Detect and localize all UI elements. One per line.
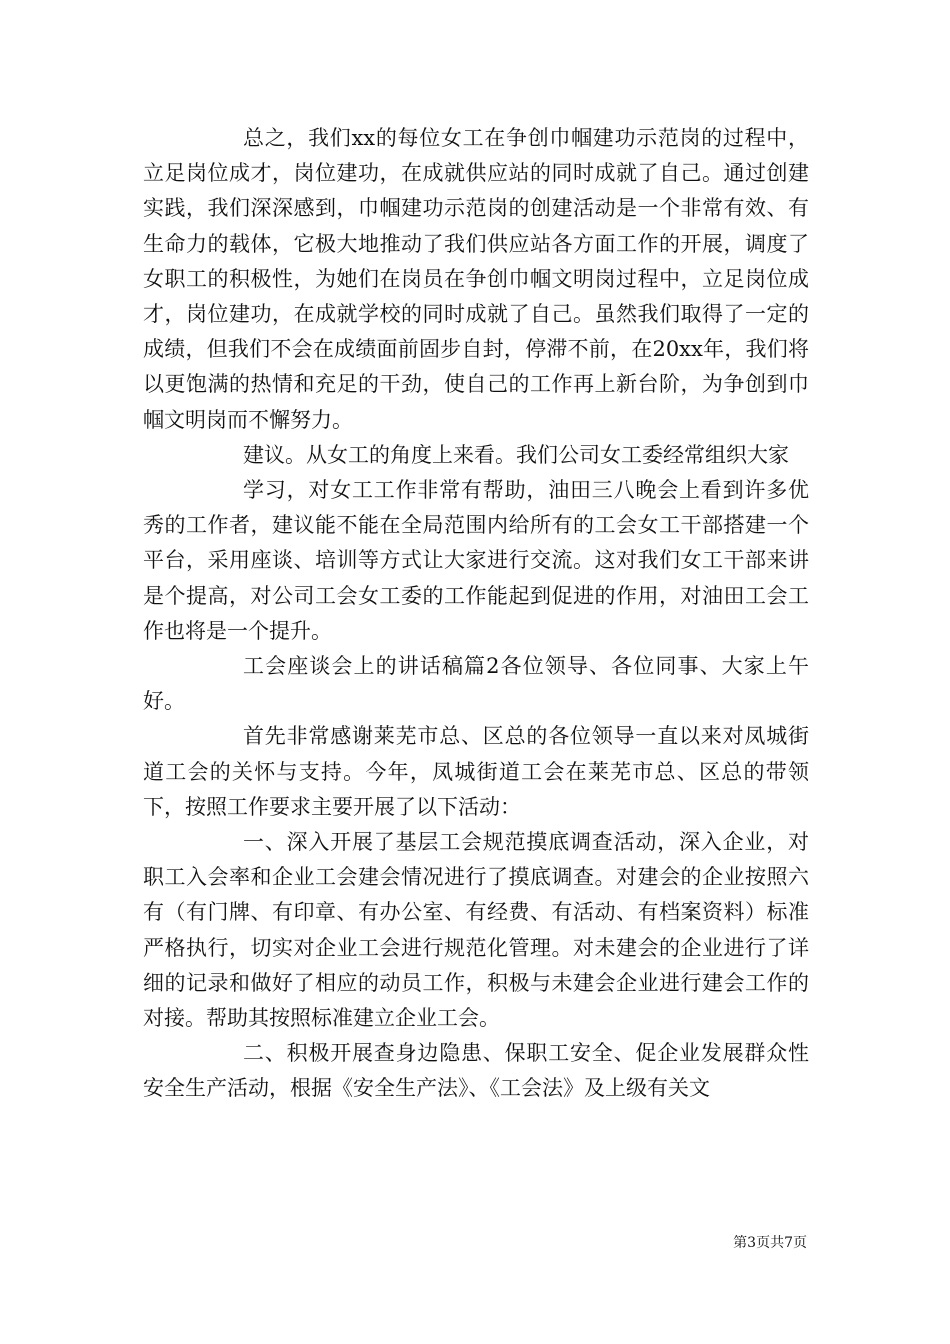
paragraph-item-one: 一、深入开展了基层工会规范摸底调查活动，深入企业，对职工入会率和企业工会建会情况进行了摸底调查。对建会的企业按照六有（有门牌、有印章、有办公室、有经费、有活动、有档案资料）标准严格执行，切实对企业工会进行规范化管理。对未建会的企业进行了详细的记录和做好了相应的动员工作，积极与未建会企业进行建会工作的对接。帮助其按照标准建立企业工会。 <box>143 830 809 1031</box>
paragraph-suggestion: 建议。从女工的角度上来看。我们公司女工委经常组织大家 <box>243 442 789 467</box>
paragraph-thanks: 首先非常感谢莱芜市总、区总的各位领导一直以来对凤城街道工会的关怀与支持。今年，凤城街道工会在莱芜市总、区总的带领下，按照工作要求主要开展了以下活动： <box>143 724 809 819</box>
page-number-footer: 第3页共7页 <box>733 1235 807 1251</box>
paragraph-speech-title: 工会座谈会上的讲话稿篇2各位领导、各位同事、大家上午好。 <box>143 654 809 714</box>
paragraph-item-two: 二、积极开展查身边隐患、保职工安全、促企业发展群众性安全生产活动，根据《安全生产法》、《工会法》及上级有关文 <box>143 1041 809 1101</box>
paragraph-summary: 总之，我们xx的每位女工在争创巾帼建功示范岗的过程中，立足岗位成才，岗位建功，在成就供应站的同时成就了自己。通过创建实践，我们深深感到，巾帼建功示范岗的创建活动是一个非常有效、有生命力的载体，它极大地推动了我们供应站各方面工作的开展，调度了女职工的积极性，为她们在岗员在争创巾帼文明岗过程中，立足岗位成才，岗位建功，在成就学校的同时成就了自己。虽然我们取得了一定的成绩，但我们不会在成绩面前固步自封，停滞不前，在20xx年，我们将以更饱满的热情和充足的干劲，使自己的工作再上新台阶，为争创到巾帼文明岗而不懈努力。 <box>143 126 809 432</box>
document-body <box>143 121 809 1107</box>
paragraph-study: 学习，对女工工作非常有帮助，油田三八晚会上看到许多优秀的工作者，建议能不能在全局范围内给所有的工会女工干部搭建一个平台，采用座谈、培训等方式让大家进行交流。这对我们女工干部来讲是个提高，对公司工会女工委的工作能起到促进的作用，对油田工会工作也将是一个提升。 <box>143 478 809 643</box>
